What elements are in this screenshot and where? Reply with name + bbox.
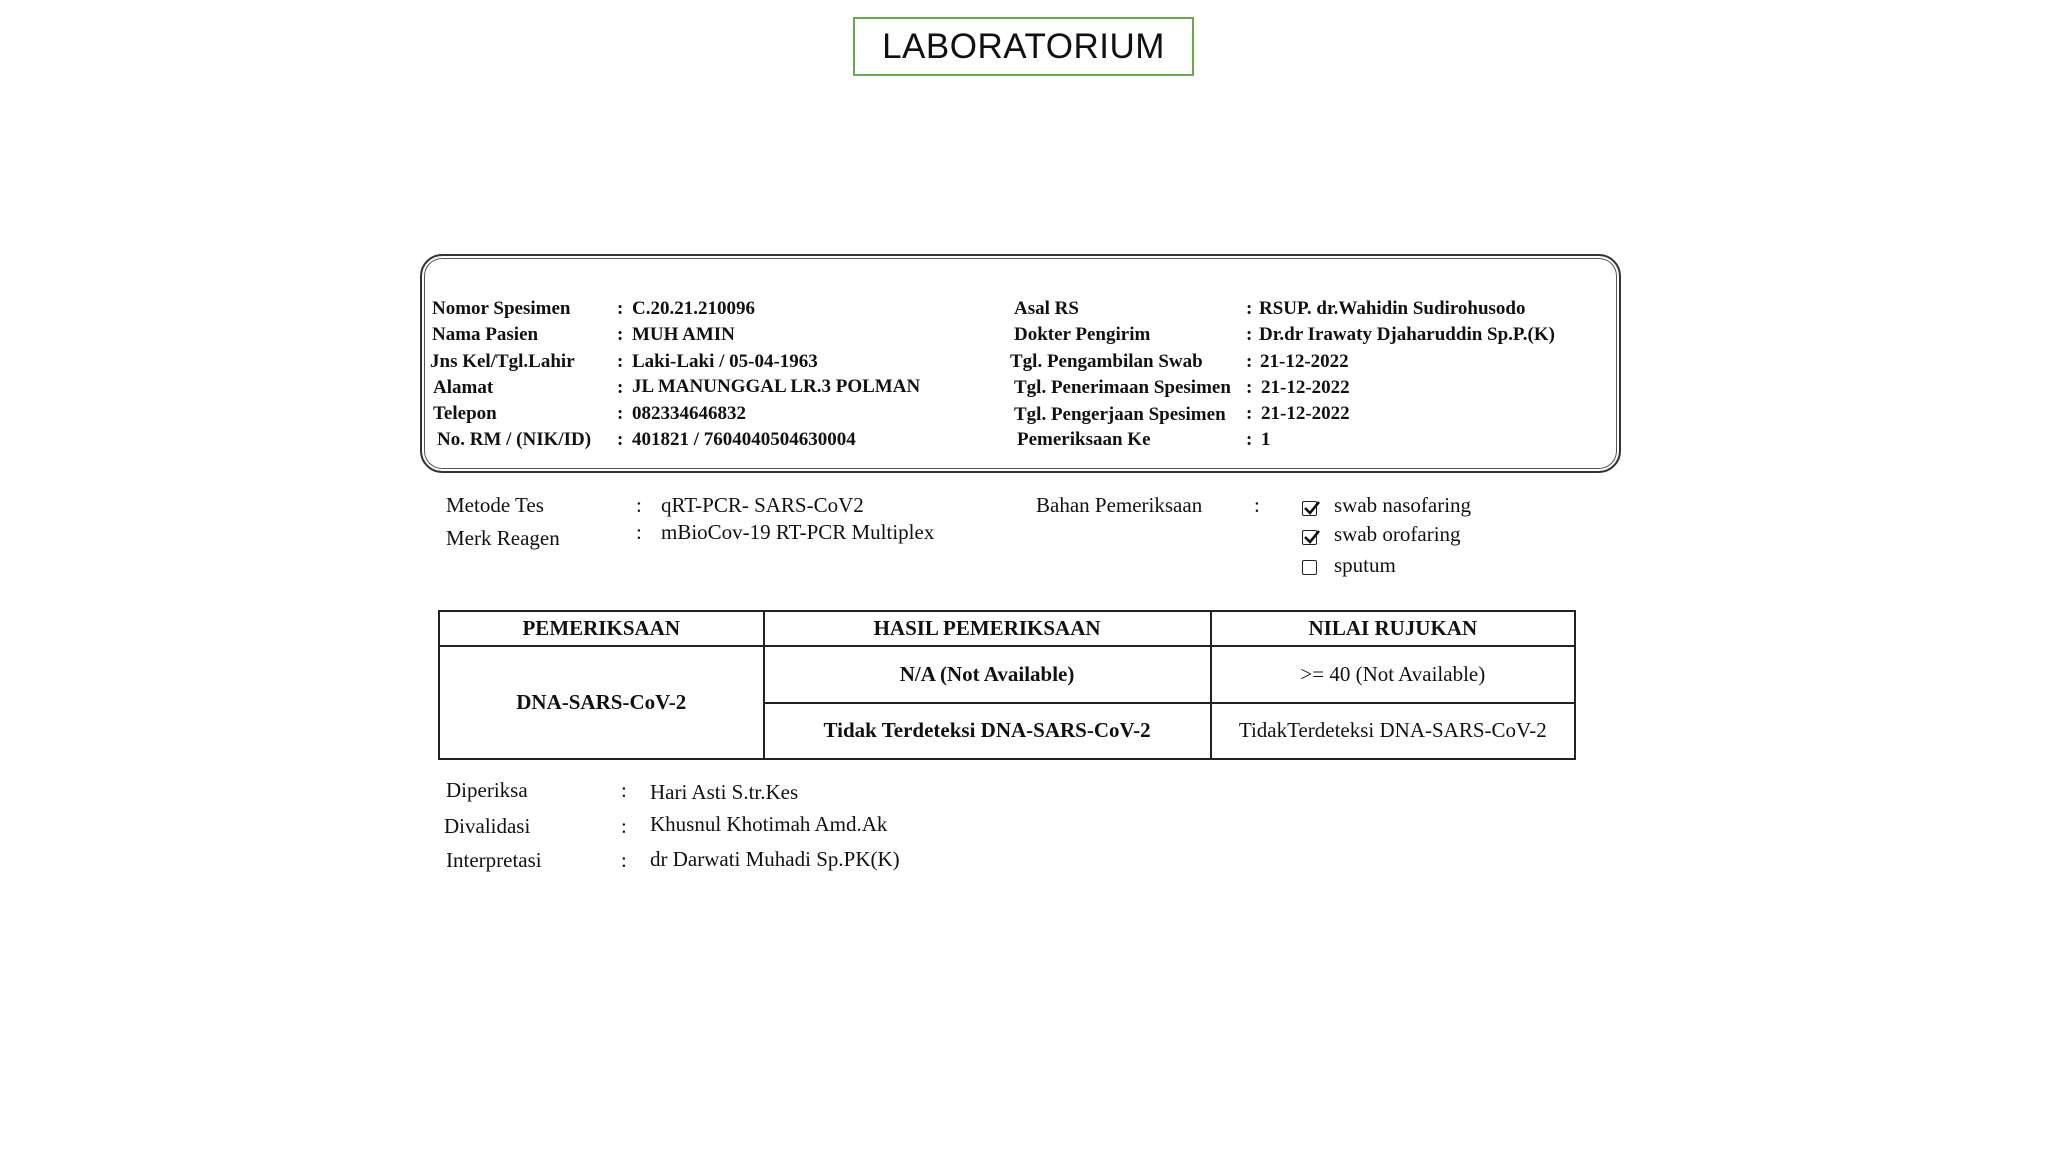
validated-by-value: Khusnul Khotimah Amd.Ak [650,812,888,836]
received-date-value: 21-12-2022 [1261,377,1350,398]
method-value: qRT-PCR- SARS-CoV2 [661,493,864,517]
reference-cell: >= 40 (Not Available) [1211,646,1575,703]
column-header: NILAI RUJUKAN [1211,611,1575,646]
colon: : [1246,324,1253,345]
colon: : [1254,493,1260,517]
table-row [439,646,1575,703]
specimen-number-label: Nomor Spesimen [432,298,571,319]
swab-date-label: Tgl. Pengambilan Swab [1010,351,1203,372]
specimen-material-label: Bahan Pemeriksaan [1036,493,1203,517]
colon: : [617,351,624,372]
exam-count-label: Pemeriksaan Ke [1017,429,1151,450]
colon: : [621,848,627,872]
processed-date-label: Tgl. Pengerjaan Spesimen [1014,404,1226,425]
reference-cell: TidakTerdeteksi DNA-SARS-CoV-2 [1211,703,1575,760]
colon: : [1246,351,1253,372]
address-label: Alamat [433,377,494,398]
colon: : [636,493,642,517]
examined-by-label: Diperiksa [446,778,528,802]
patient-name-value: MUH AMIN [632,324,735,345]
colon: : [1246,377,1253,398]
swab-nasofaring-label: swab nasofaring [1334,493,1472,517]
method-label: Metode Tes [446,493,544,517]
referring-doctor-label: Dokter Pengirim [1014,324,1151,345]
examined-by-value: Hari Asti S.tr.Kes [650,780,799,804]
medical-record-value: 401821 / 7604040504630004 [632,429,856,450]
processed-date-value: 21-12-2022 [1261,403,1350,424]
colon: : [617,324,624,345]
page-title: LABORATORIUM [853,17,1194,76]
checkbox-sputum[interactable] [1302,560,1317,575]
colon: : [621,814,627,838]
hospital-origin-label: Asal RS [1014,298,1079,319]
reagent-label: Merk Reagen [446,526,560,550]
colon: : [621,778,627,802]
swab-date-value: 21-12-2022 [1260,351,1349,372]
column-header: HASIL PEMERIKSAAN [764,611,1211,646]
address-value: JL MANUNGGAL LR.3 POLMAN [632,376,921,397]
validated-by-label: Divalidasi [444,814,531,838]
column-header: PEMERIKSAAN [439,611,764,646]
colon: : [636,520,642,544]
colon: : [617,377,624,398]
colon: : [1246,403,1253,424]
sputum-label: sputum [1334,553,1396,577]
phone-value: 082334646832 [632,403,746,424]
colon: : [617,403,624,424]
interpreted-by-value: dr Darwati Muhadi Sp.PK(K) [650,847,900,871]
specimen-number-value: C.20.21.210096 [632,298,755,319]
swab-orofaring-label: swab orofaring [1334,522,1461,546]
gender-dob-label: Jns Kel/Tgl.Lahir [430,351,575,372]
exam-count-value: 1 [1261,429,1271,450]
check-icon [1302,527,1322,547]
results-table [438,610,1576,760]
result-cell: N/A (Not Available) [764,646,1211,703]
reagent-value: mBioCov-19 RT-PCR Multiplex [661,520,935,544]
test-name-cell: DNA-SARS-CoV-2 [439,646,764,759]
phone-label: Telepon [433,403,497,424]
interpreted-by-label: Interpretasi [446,848,542,872]
colon: : [617,298,624,319]
patient-name-label: Nama Pasien [432,324,539,345]
hospital-origin-value: RSUP. dr.Wahidin Sudirohusodo [1259,298,1526,319]
checkbox-swab-orofaring[interactable] [1302,530,1317,545]
gender-dob-value: Laki-Laki / 05-04-1963 [632,351,818,372]
received-date-label: Tgl. Penerimaan Spesimen [1014,377,1231,398]
colon: : [617,429,624,450]
table-header-row [439,611,1575,646]
checkbox-swab-nasofaring[interactable] [1302,501,1317,516]
colon: : [1246,298,1253,319]
medical-record-label: No. RM / (NIK/ID) [437,429,592,450]
result-cell: Tidak Terdeteksi DNA-SARS-CoV-2 [764,703,1211,760]
check-icon [1302,498,1322,518]
referring-doctor-value: Dr.dr Irawaty Djaharuddin Sp.P.(K) [1259,324,1555,345]
colon: : [1246,429,1253,450]
